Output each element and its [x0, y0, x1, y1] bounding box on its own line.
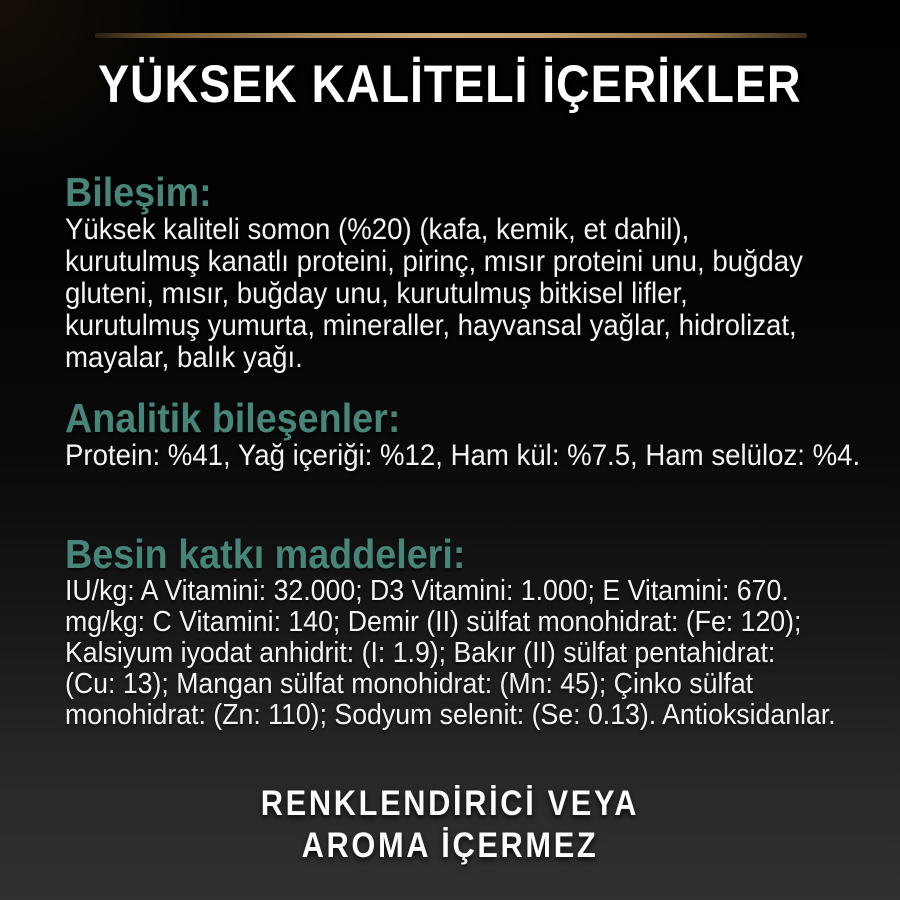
page-title-text: YÜKSEK KALİTELİ İÇERİKLER	[98, 55, 802, 114]
additive-line: (Cu: 13); Mangan sülfat monohidrat: (Mn: 45); Çinko sülfat	[65, 668, 754, 700]
additive-line: Kalsiyum iyodat anhidrit: (I: 1.9); Bakır (II) sülfat pentahidrat:	[65, 637, 776, 669]
analytical-values-line: Protein: %41, Yağ içeriği: %12, Ham kül: %7.5, Ham selüloz: %4.	[65, 439, 861, 472]
composition-ingredients	[65, 214, 803, 374]
page-title	[0, 57, 900, 113]
gold-divider	[95, 33, 807, 38]
no-additives-claim-lines	[261, 783, 639, 867]
section-heading-additives: Besin katkı maddeleri:	[65, 531, 466, 577]
section-heading-analytical: Analitik bileşenler:	[65, 395, 401, 441]
additive-line: mg/kg: C Vitamini: 140; Demir (II) sülfat monohidrat: (Fe: 120);	[65, 606, 802, 638]
nutritional-additives	[65, 576, 836, 731]
additive-line: IU/kg: A Vitamini: 32.000; D3 Vitamini: 1.000; E Vitamini: 670.	[65, 575, 789, 607]
ingredient-line: kurutulmuş yumurta, mineraller, hayvansal yağlar, hidrolizat,	[65, 309, 797, 342]
ingredient-line: kurutulmuş kanatlı proteini, pirinç, mısır proteini unu, buğday	[65, 245, 803, 278]
analytical-constituents	[65, 440, 860, 472]
footer-claim-line: AROMA İÇERMEZ	[301, 826, 599, 865]
footer-claim-line: RENKLENDİRİCİ VEYA	[260, 784, 640, 823]
ingredient-line: gluteni, mısır, buğday unu, kurutulmuş bitkisel lifler,	[65, 277, 688, 310]
additive-line: monohidrat: (Zn: 110); Sodyum selenit: (Se: 0.13). Antioksidanlar.	[65, 699, 836, 731]
section-heading-composition: Bileşim:	[65, 169, 212, 215]
ingredient-line: mayalar, balık yağı.	[65, 341, 303, 374]
no-additives-claim	[0, 783, 900, 867]
ingredient-line: Yüksek kaliteli somon (%20) (kafa, kemik, et dahil),	[65, 213, 690, 246]
